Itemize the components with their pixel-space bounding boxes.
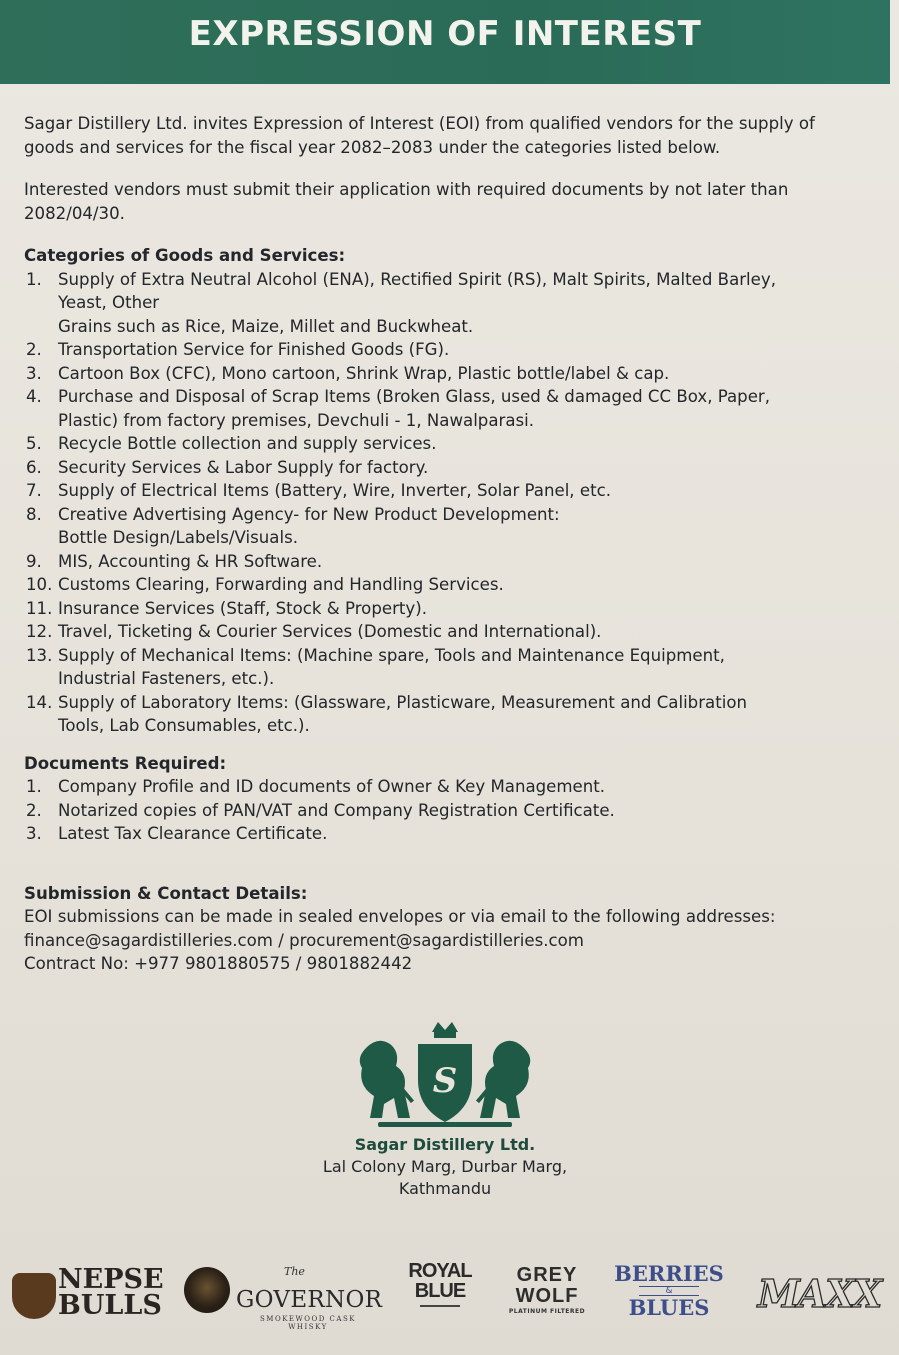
document-item [24,775,864,799]
grey-wolf-line2: WOLF [515,1285,579,1307]
category-number: 5. [26,434,42,453]
category-item [24,573,864,597]
category-item [24,338,864,362]
document-number: 3. [26,824,42,843]
category-item [24,432,864,456]
berries-blues-logo [614,1263,724,1323]
royal-blue-line1: ROYAL [408,1260,472,1282]
category-item [24,550,864,574]
category-text-line: Creative Advertising Agency- for New Product Development: [58,504,560,524]
category-text-line: Tools, Lab Consumables, etc.). [58,716,310,735]
category-number: 12. [26,622,53,641]
category-text-line: Travel, Ticketing & Courier Services (Domestic and International). [58,622,602,641]
category-item [24,479,864,503]
notice-body [24,112,864,976]
category-text-line: Supply of Laboratory Items: (Glassware, Plasticware, Measurement and Calibration [58,692,747,712]
governor-subtitle: SMOKEWOOD CASK WHISKY [260,1315,356,1331]
categories-list [24,268,864,738]
document-number: 1. [26,777,42,796]
royal-blue-line2: BLUE [414,1280,466,1302]
maxx-text: MAXX [757,1271,881,1316]
category-item [24,268,864,339]
category-number: 6. [26,457,42,477]
category-number: 7. [26,481,42,500]
royal-blue-logo [402,1261,478,1325]
category-text-line: Industrial Fasteners, etc.). [58,669,275,688]
category-text-line: Supply of Electrical Items (Battery, Wire, Inverter, Solar Panel, etc. [58,481,611,500]
category-number: 11. [26,598,53,618]
category-text-line: Supply of Mechanical Items: (Machine spare, Tools and Maintenance Equipment, [58,645,725,665]
category-text-line: Cartoon Box (CFC), Mono cartoon, Shrink Wrap, Plastic bottle/label & cap. [58,363,670,383]
governor-emblem-icon [184,1267,230,1313]
nepse-bulls-line1: NEPSE [58,1264,164,1295]
categories-heading: Categories of Goods and Services: [24,246,346,265]
nepse-bulls-logo [12,1264,164,1323]
company-name: Sagar Distillery Ltd. [354,1135,536,1154]
category-item [24,597,864,621]
documents-list [24,775,864,846]
document-item [24,799,864,823]
email-addresses: finance@sagardistilleries.com / procurement@sagardistilleries.com [24,930,584,950]
category-text-line: Security Services & Labor Supply for factory. [58,457,429,477]
document-text: Notarized copies of PAN/VAT and Company Registration Certificate. [58,800,615,820]
category-item [24,362,864,386]
document-text: Latest Tax Clearance Certificate. [58,824,328,843]
category-text-line: Purchase and Disposal of Scrap Items (Broken Glass, used & damaged CC Box, Paper, [58,387,771,406]
category-text-line: Grains such as Rice, Maize, Millet and Buckwheat. [58,316,474,336]
category-text-line: Plastic) from factory premises, Devchuli - 1, Nawalparasi. [58,410,535,430]
document-number: 2. [26,800,42,820]
category-number: 1. [26,269,42,289]
company-block [300,1134,590,1200]
crest-letter: S [432,1061,458,1101]
category-number: 8. [26,504,42,524]
category-item [24,691,864,738]
nepse-bulls-line2: BULLS [58,1290,162,1321]
document-text: Company Profile and ID documents of Owner & Key Management. [58,777,606,796]
category-item [24,456,864,480]
documents-heading: Documents Required: [24,753,227,773]
grey-wolf-line1: GREY [516,1264,578,1286]
intro-paragraph: Sagar Distillery Ltd. invites Expression of Interest (EOI) from qualified vendors for the supply of goods and services for the fiscal year 2082–2083 under the categories listed below. [24,114,815,157]
deadline-paragraph: Interested vendors must submit their application with required documents by not later than 2082/04/30. [24,180,789,223]
category-item [24,620,864,644]
category-text-line: Recycle Bottle collection and supply services. [58,434,437,453]
category-text-line: Insurance Services (Staff, Stock & Property). [58,598,427,618]
bull-icon [12,1273,56,1319]
submission-heading: Submission & Contact Details: [24,883,308,903]
category-text-line: Supply of Extra Neutral Alcohol (ENA), Rectified Spirit (RS), Malt Spirits, Malted Barley, [58,269,776,289]
category-number: 10. [26,575,53,594]
category-number: 4. [26,387,42,406]
berries-blues-line2: BLUES [628,1295,710,1320]
document-item [24,822,864,846]
category-item [24,503,864,550]
submission-instructions: EOI submissions can be made in sealed envelopes or via email to the following addresses: [24,907,776,926]
category-text-line: Transportation Service for Finished Goods (FG). [58,340,450,359]
category-number: 9. [26,551,42,571]
category-number: 2. [26,340,42,359]
governor-name: GOVERNOR [236,1287,383,1313]
brand-logos-row [0,1255,899,1335]
category-text-line: Yeast, Other [58,293,160,312]
company-address-line2: Kathmandu [398,1179,492,1198]
grey-wolf-subtitle: PLATINUM FILTERED [508,1308,586,1315]
governor-logo [184,1263,383,1331]
contact-numbers: Contract No: +977 9801880575 / 9801882442 [24,954,413,973]
page-title: EXPRESSION OF INTEREST [188,14,702,54]
governor-script: The [284,1265,305,1278]
berries-blues-amp: & [639,1286,699,1296]
category-number: 14. [26,692,53,712]
category-text-line: MIS, Accounting & HR Software. [58,551,323,571]
maxx-logo [752,1273,886,1317]
category-text-line: Customs Clearing, Forwarding and Handling Services. [58,575,504,594]
company-address-line1: Lal Colony Marg, Durbar Marg, [322,1157,568,1176]
company-crest-icon [348,1018,542,1136]
category-item [24,385,864,432]
header-banner [0,0,890,84]
category-text-line: Bottle Design/Labels/Visuals. [58,528,298,547]
category-number: 3. [26,363,42,383]
category-number: 13. [26,645,53,665]
grey-wolf-logo [506,1265,588,1321]
berries-blues-line1: BERRIES [614,1261,724,1286]
category-item [24,644,864,691]
